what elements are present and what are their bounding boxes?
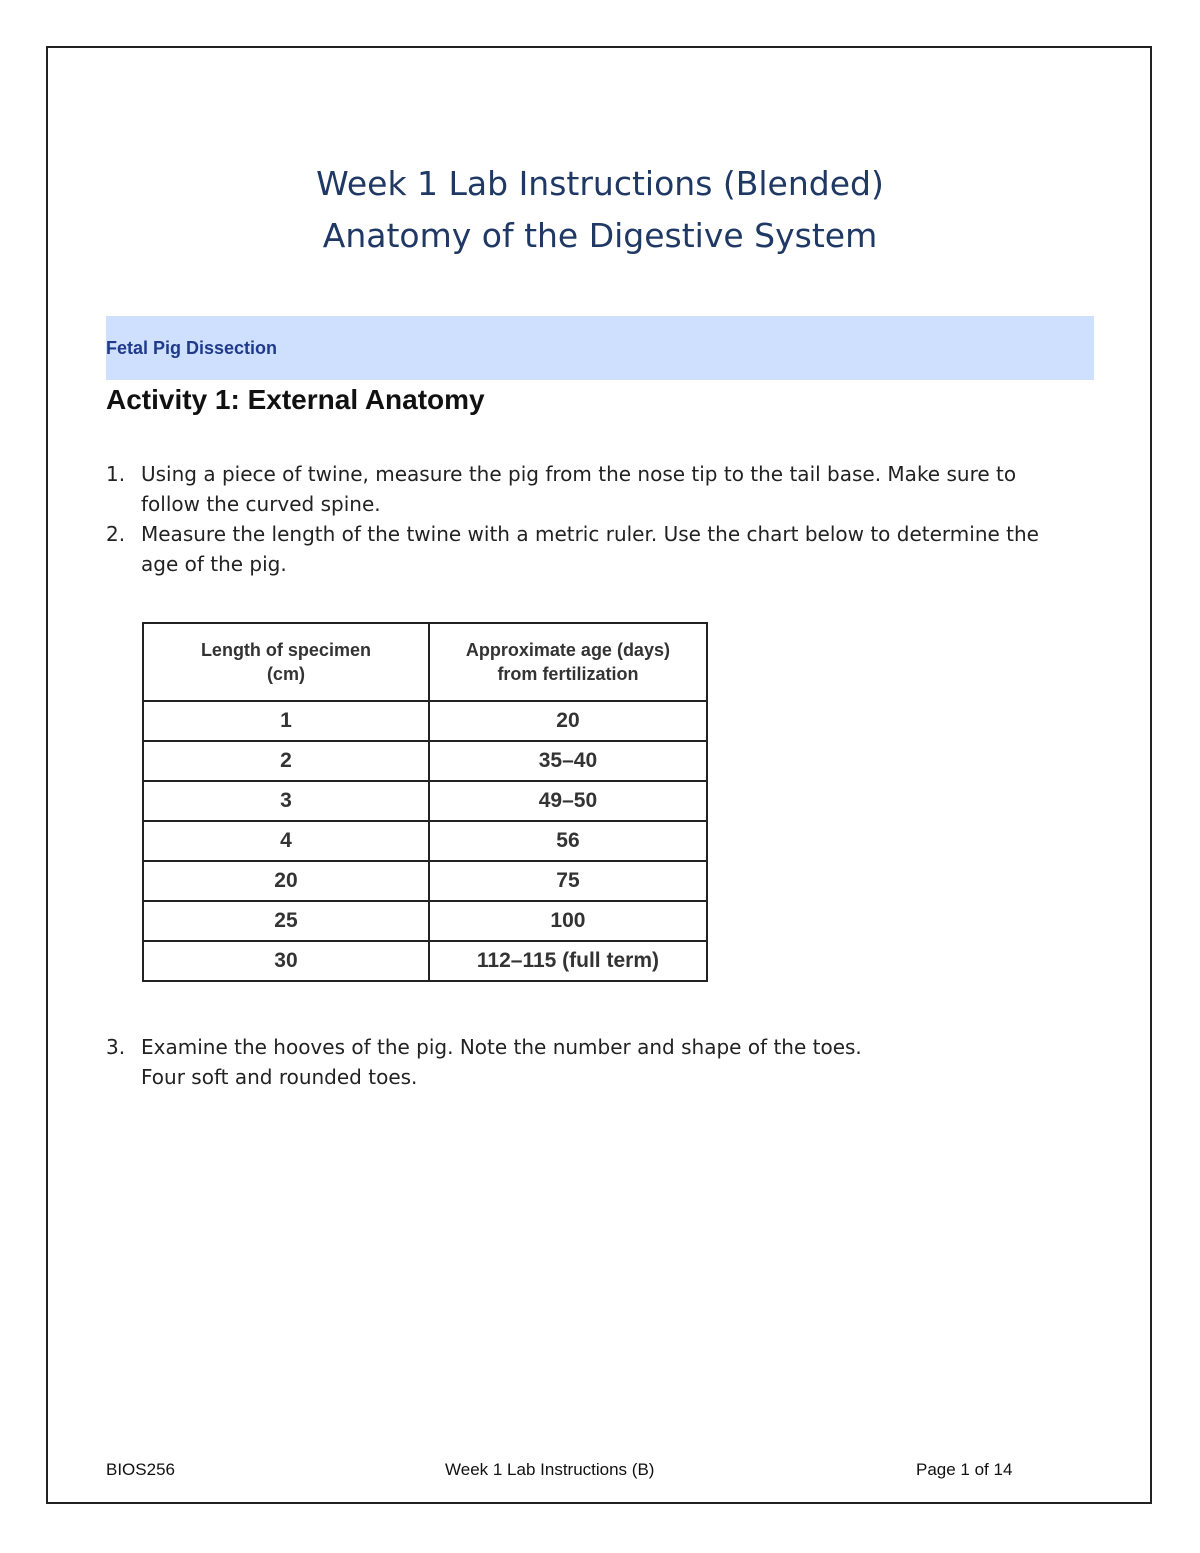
title-line-1: Week 1 Lab Instructions (Blended) — [316, 164, 884, 203]
table-header-age — [429, 623, 707, 701]
table-row — [143, 701, 707, 741]
section-label: Fetal Pig Dissection — [106, 338, 278, 358]
table-header-length — [143, 623, 429, 701]
step-text: Measure the length of the twine with a metric ruler. Use the chart below to determine the age of the pig. — [141, 522, 1039, 576]
activity-heading: Activity 1: External Anatomy — [106, 384, 485, 415]
footer-page-number: Page 1 of 14 — [916, 1460, 1013, 1479]
table-row — [143, 901, 707, 941]
table-cell-age: 35–40 — [429, 741, 707, 781]
document-title — [0, 158, 1200, 262]
header-line: Approximate age (days) — [465, 640, 670, 660]
table-cell-age: 20 — [429, 701, 707, 741]
step-3-answer: Four soft and rounded toes. — [141, 1065, 418, 1089]
age-chart-table — [142, 622, 708, 982]
step-1 — [106, 459, 1066, 519]
table-cell-age: 75 — [429, 861, 707, 901]
table-cell-age: 100 — [429, 901, 707, 941]
section-bar — [106, 316, 1094, 380]
step-number: 1. — [106, 462, 126, 486]
title-line-2: Anatomy of the Digestive System — [322, 216, 878, 255]
table-cell-age: 49–50 — [429, 781, 707, 821]
table-row — [143, 781, 707, 821]
table-row — [143, 741, 707, 781]
header-line: (cm) — [266, 664, 305, 684]
header-line: from fertilization — [497, 664, 639, 684]
table-cell-length: 30 — [143, 941, 429, 981]
table-cell-length: 25 — [143, 901, 429, 941]
step-text: Using a piece of twine, measure the pig from the nose tip to the tail base. Make sure to follow the curved spine. — [141, 462, 1017, 516]
table-cell-age: 56 — [429, 821, 707, 861]
step-number: 2. — [106, 522, 126, 546]
step-number: 3. — [106, 1035, 126, 1059]
header-line: Length of specimen — [200, 640, 371, 660]
footer-course: BIOS256 — [106, 1460, 175, 1479]
table-cell-length: 4 — [143, 821, 429, 861]
steps-list-top — [106, 459, 1066, 579]
table-cell-length: 3 — [143, 781, 429, 821]
table-cell-length: 20 — [143, 861, 429, 901]
footer-doc-title: Week 1 Lab Instructions (B) — [445, 1460, 655, 1479]
table-header-row — [143, 623, 707, 701]
table-cell-length: 1 — [143, 701, 429, 741]
step-3 — [106, 1032, 1066, 1062]
table-row — [143, 861, 707, 901]
step-text: Examine the hooves of the pig. Note the number and shape of the toes. — [141, 1035, 862, 1059]
steps-list-bottom — [106, 1032, 1066, 1092]
table-row — [143, 821, 707, 861]
step-2 — [106, 519, 1066, 579]
table-cell-length: 2 — [143, 741, 429, 781]
table-row — [143, 941, 707, 981]
table-cell-age: 112–115 (full term) — [429, 941, 707, 981]
